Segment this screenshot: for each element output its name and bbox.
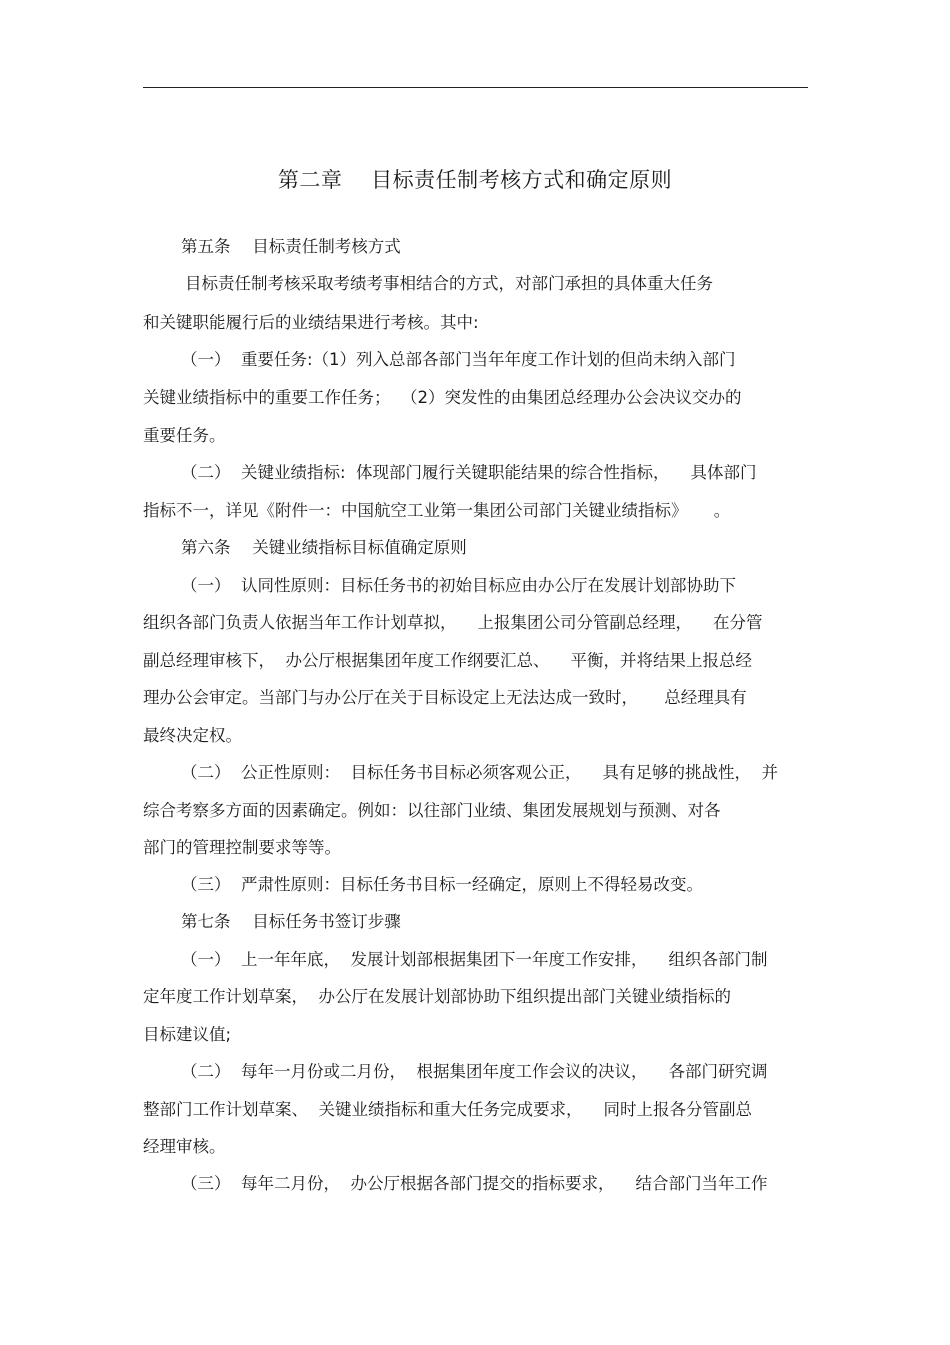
paragraph-line: （三） 严肃性原则：目标任务书目标一经确定，原则上不得轻易改变。 xyxy=(181,875,703,894)
paragraph-line: 部门的管理控制要求等等。 xyxy=(143,838,341,857)
paragraph-line: 和关键职能履行后的业绩结果进行考核。其中: xyxy=(143,313,479,332)
paragraph-line: （一） 认同性原则：目标任务书的初始目标应由办公厅在发展计划部协助下 xyxy=(181,576,736,595)
paragraph-line: （二） 每年一月份或二月份， 根据集团年度工作会议的决议， 各部门研究调 xyxy=(181,1062,768,1081)
paragraph-line: 整部门工作计划草案、 关键业绩指标和重大任务完成要求， 同时上报各分管副总 xyxy=(143,1100,752,1119)
paragraph-line: （三） 每年二月份， 办公厅根据各部门提交的指标要求， 结合部门当年工作 xyxy=(181,1174,768,1193)
chapter-title: 第二章 目标责任制考核方式和确定原则 xyxy=(277,168,673,192)
paragraph-line: （一） 重要任务:（1）列入总部各部门当年年度工作计划的但尚未纳入部门 xyxy=(181,350,736,369)
article-heading: 第六条 关键业绩指标目标值确定原则 xyxy=(181,538,467,557)
paragraph-line: （二） 关键业绩指标: 体现部门履行关键职能结果的综合性指标， 具体部门 xyxy=(181,463,757,482)
paragraph-line: 重要任务。 xyxy=(143,426,226,445)
paragraph-line: 指标不一，详见《附件一：中国航空工业第一集团公司部门关键业绩指标》 。 xyxy=(143,501,731,520)
paragraph-line: 理办公会审定。当部门与办公厅在关于目标设定上无法达成一致时， 总经理具有 xyxy=(143,688,747,707)
paragraph-line: （一） 上一年年底， 发展计划部根据集团下一年度工作安排， 组织各部门制 xyxy=(181,950,768,969)
paragraph-line: 目标责任制考核采取考绩考事相结合的方式，对部门承担的具体重大任务 xyxy=(185,274,713,293)
paragraph-line: 组织各部门负责人依据当年工作计划草拟， 上报集团公司分管副总经理， 在分管 xyxy=(143,613,763,632)
article-heading: 第五条 目标责任制考核方式 xyxy=(181,237,401,256)
paragraph-line: 定年度工作计划草案， 办公厅在发展计划部协助下组织提出部门关键业绩指标的 xyxy=(143,987,731,1006)
paragraph-line: 副总经理审核下， 办公厅根据集团年度工作纲要汇总、 平衡，并将结果上报总经 xyxy=(143,651,752,670)
paragraph-line: 关键业绩指标中的重要工作任务； （2）突发性的由集团总经理办公会决议交办的 xyxy=(143,388,742,407)
paragraph-line: 目标建议值; xyxy=(143,1025,232,1044)
paragraph-line: （二） 公正性原则： 目标任务书目标必须客观公正， 具有足够的挑战性， 并 xyxy=(181,763,778,782)
paragraph-line: 最终决定权。 xyxy=(143,726,242,745)
paragraph-line: 综合考察多方面的因素确定。例如：以往部门业绩、集团发展规划与预测、对各 xyxy=(143,801,721,820)
paragraph-line: 经理审核。 xyxy=(143,1137,226,1156)
article-heading: 第七条 目标任务书签订步骤 xyxy=(181,912,401,931)
header-rule xyxy=(143,87,808,88)
